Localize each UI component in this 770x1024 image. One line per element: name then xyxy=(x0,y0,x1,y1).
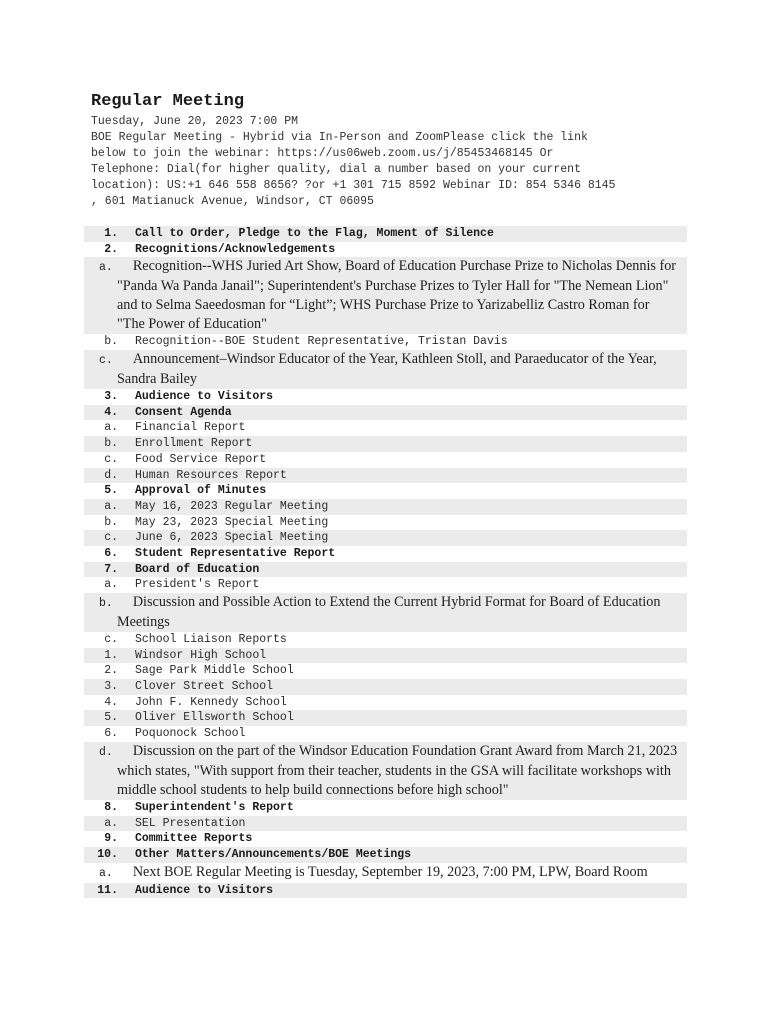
agenda-item-text: Clover Street School xyxy=(135,680,274,694)
agenda-item-number: 2. xyxy=(104,664,118,678)
agenda-item-text: School Liaison Reports xyxy=(135,633,287,646)
agenda-item xyxy=(84,405,687,421)
agenda-item xyxy=(84,452,687,468)
agenda-item-number: 8. xyxy=(104,800,118,814)
agenda-item-number: 7. xyxy=(104,562,118,576)
agenda-item-number: c. xyxy=(104,633,118,646)
agenda-item-number: d. xyxy=(99,745,113,759)
meeting-location-line: location): US:+1 646 558 8656? ?or +1 301 715 8592 Webinar ID: 854 5346 8145 xyxy=(91,179,616,192)
agenda-item xyxy=(84,483,687,499)
agenda-item-text: Audience to Visitors xyxy=(135,390,274,404)
agenda-item-number: a. xyxy=(104,499,118,513)
agenda-item xyxy=(84,695,687,711)
agenda-item-number: 1. xyxy=(104,648,118,662)
agenda-item xyxy=(84,257,687,334)
meeting-title: Regular Meeting xyxy=(91,92,245,111)
agenda-item xyxy=(84,710,687,726)
agenda-item xyxy=(84,663,687,679)
agenda-item-number: 5. xyxy=(104,484,118,498)
agenda-list xyxy=(84,226,687,898)
agenda-item xyxy=(84,436,687,452)
agenda-item-number: 6. xyxy=(104,727,118,741)
agenda-item-number: a. xyxy=(104,578,118,592)
agenda-item xyxy=(84,468,687,484)
agenda-item-text: Board of Education xyxy=(135,562,260,576)
agenda-item-text: Next BOE Regular Meeting is Tuesday, September 19, 2023, 7:00 PM, LPW, Board Room xyxy=(132,863,648,880)
meeting-location-line: below to join the webinar: https://us06web.zoom.us/j/85453468145 Or xyxy=(91,147,554,160)
agenda-item-number: 10. xyxy=(97,847,118,861)
meeting-location-line: BOE Regular Meeting - Hybrid via In-Person and ZoomPlease click the link xyxy=(91,131,588,144)
meeting-location-line: , 601 Matianuck Avenue, Windsor, CT 06095 xyxy=(91,195,374,208)
agenda-item-number: 11. xyxy=(97,883,118,897)
agenda-item xyxy=(84,863,687,883)
agenda-item xyxy=(84,420,687,436)
agenda-item-text: Windsor High School xyxy=(135,648,267,662)
agenda-item-number: a. xyxy=(99,866,113,880)
agenda-item xyxy=(84,389,687,405)
agenda-item-number: d. xyxy=(104,468,118,482)
agenda-item xyxy=(84,334,687,350)
agenda-item xyxy=(84,742,687,800)
agenda-item-number: 1. xyxy=(104,227,118,240)
agenda-item-text: Discussion and Possible Action to Extend the Current Hybrid Format for Board of Education Meetings xyxy=(117,594,661,630)
agenda-item-text: June 6, 2023 Special Meeting xyxy=(135,531,329,545)
agenda-item xyxy=(84,226,687,242)
agenda-item-number: 3. xyxy=(104,390,118,404)
agenda-item xyxy=(84,593,687,632)
agenda-item-text: Committee Reports xyxy=(135,832,253,846)
agenda-item xyxy=(84,242,687,258)
agenda-item-number: 4. xyxy=(104,695,118,709)
agenda-item xyxy=(84,726,687,742)
agenda-item-number: 5. xyxy=(104,711,118,725)
meeting-location-line: Telephone: Dial(for higher quality, dial a number based on your current xyxy=(91,163,581,176)
agenda-item-number: b. xyxy=(104,515,118,529)
agenda-item-text: Other Matters/Announcements/BOE Meetings xyxy=(135,847,412,861)
agenda-item-text: May 16, 2023 Regular Meeting xyxy=(135,499,329,513)
agenda-item-number: a. xyxy=(104,421,118,435)
meeting-details xyxy=(91,114,691,210)
agenda-item xyxy=(84,562,687,578)
agenda-item-number: a. xyxy=(104,816,118,830)
agenda-item-number: b. xyxy=(104,335,118,349)
agenda-item xyxy=(84,632,687,648)
agenda-item-text: Announcement–Windsor Educator of the Year, Kathleen Stoll, and Paraeducator of the Year, Sandra Bailey xyxy=(117,351,657,388)
agenda-item xyxy=(84,350,687,389)
agenda-item-text: John F. Kennedy School xyxy=(135,695,287,709)
agenda-item-text: President's Report xyxy=(135,578,260,592)
agenda-item-text: May 23, 2023 Special Meeting xyxy=(135,515,329,529)
agenda-item-text: Discussion on the part of the Windsor Education Foundation Grant Award from March 21, 2023 which states, "With support from their teacher, students in the GSA will facilitate workshops with middle school students to help build connections before high school" xyxy=(117,742,678,798)
agenda-item xyxy=(84,831,687,847)
agenda-item-number: c. xyxy=(104,452,118,466)
agenda-item-number: b. xyxy=(104,437,118,451)
agenda-item-text: Consent Agenda xyxy=(135,405,232,419)
agenda-item xyxy=(84,546,687,562)
agenda-item-text: Oliver Ellsworth School xyxy=(135,711,294,725)
agenda-item xyxy=(84,816,687,832)
agenda-item xyxy=(84,577,687,593)
meeting-datetime: Tuesday, June 20, 2023 7:00 PM xyxy=(91,115,299,128)
agenda-item xyxy=(84,499,687,515)
agenda-item xyxy=(84,800,687,816)
agenda-item-number: a. xyxy=(99,261,113,275)
agenda-item-number: 2. xyxy=(104,242,118,256)
agenda-item-text: Sage Park Middle School xyxy=(135,664,294,678)
agenda-item xyxy=(84,679,687,695)
agenda-item-number: 6. xyxy=(104,546,118,560)
agenda-item-text: Call to Order, Pledge to the Flag, Moment of Silence xyxy=(135,227,494,240)
agenda-item-number: 9. xyxy=(104,832,118,846)
agenda-item-text: Recognitions/Acknowledgements xyxy=(135,242,336,256)
agenda-item-number: c. xyxy=(104,531,118,545)
agenda-item-text: Recognition--BOE Student Representative, Tristan Davis xyxy=(135,335,508,349)
agenda-item-text: Enrollment Report xyxy=(135,437,253,451)
agenda-item xyxy=(84,648,687,664)
agenda-item-number: b. xyxy=(99,597,113,610)
agenda-item-text: Approval of Minutes xyxy=(135,484,267,498)
agenda-item-text: Poquonock School xyxy=(135,727,246,741)
agenda-item-number: c. xyxy=(99,354,113,368)
agenda-item-text: Financial Report xyxy=(135,421,246,435)
agenda-item xyxy=(84,530,687,546)
agenda-item-text: SEL Presentation xyxy=(135,816,246,830)
agenda-item-text: Food Service Report xyxy=(135,452,267,466)
agenda-item xyxy=(84,883,687,899)
agenda-item xyxy=(84,515,687,531)
agenda-item-text: Superintendent's Report xyxy=(135,800,294,814)
agenda-item-text: Audience to Visitors xyxy=(135,883,274,897)
agenda-item-number: 4. xyxy=(104,405,118,419)
agenda-item-text: Recognition--WHS Juried Art Show, Board of Education Purchase Prize to Nicholas Dennis for "Panda Wa Panda Janail"; Superintendent's Purchase Prizes to Tyler Hall for "The Nemean Lion" and to Selma Saeedosman for “Light”; WHS Purchase Prize to Yarizabelliz Castro Roman for "The Power of Education" xyxy=(117,258,677,333)
agenda-item xyxy=(84,847,687,863)
agenda-item-text: Student Representative Report xyxy=(135,546,336,560)
agenda-item-text: Human Resources Report xyxy=(135,468,287,482)
agenda-item-number: 3. xyxy=(104,680,118,694)
